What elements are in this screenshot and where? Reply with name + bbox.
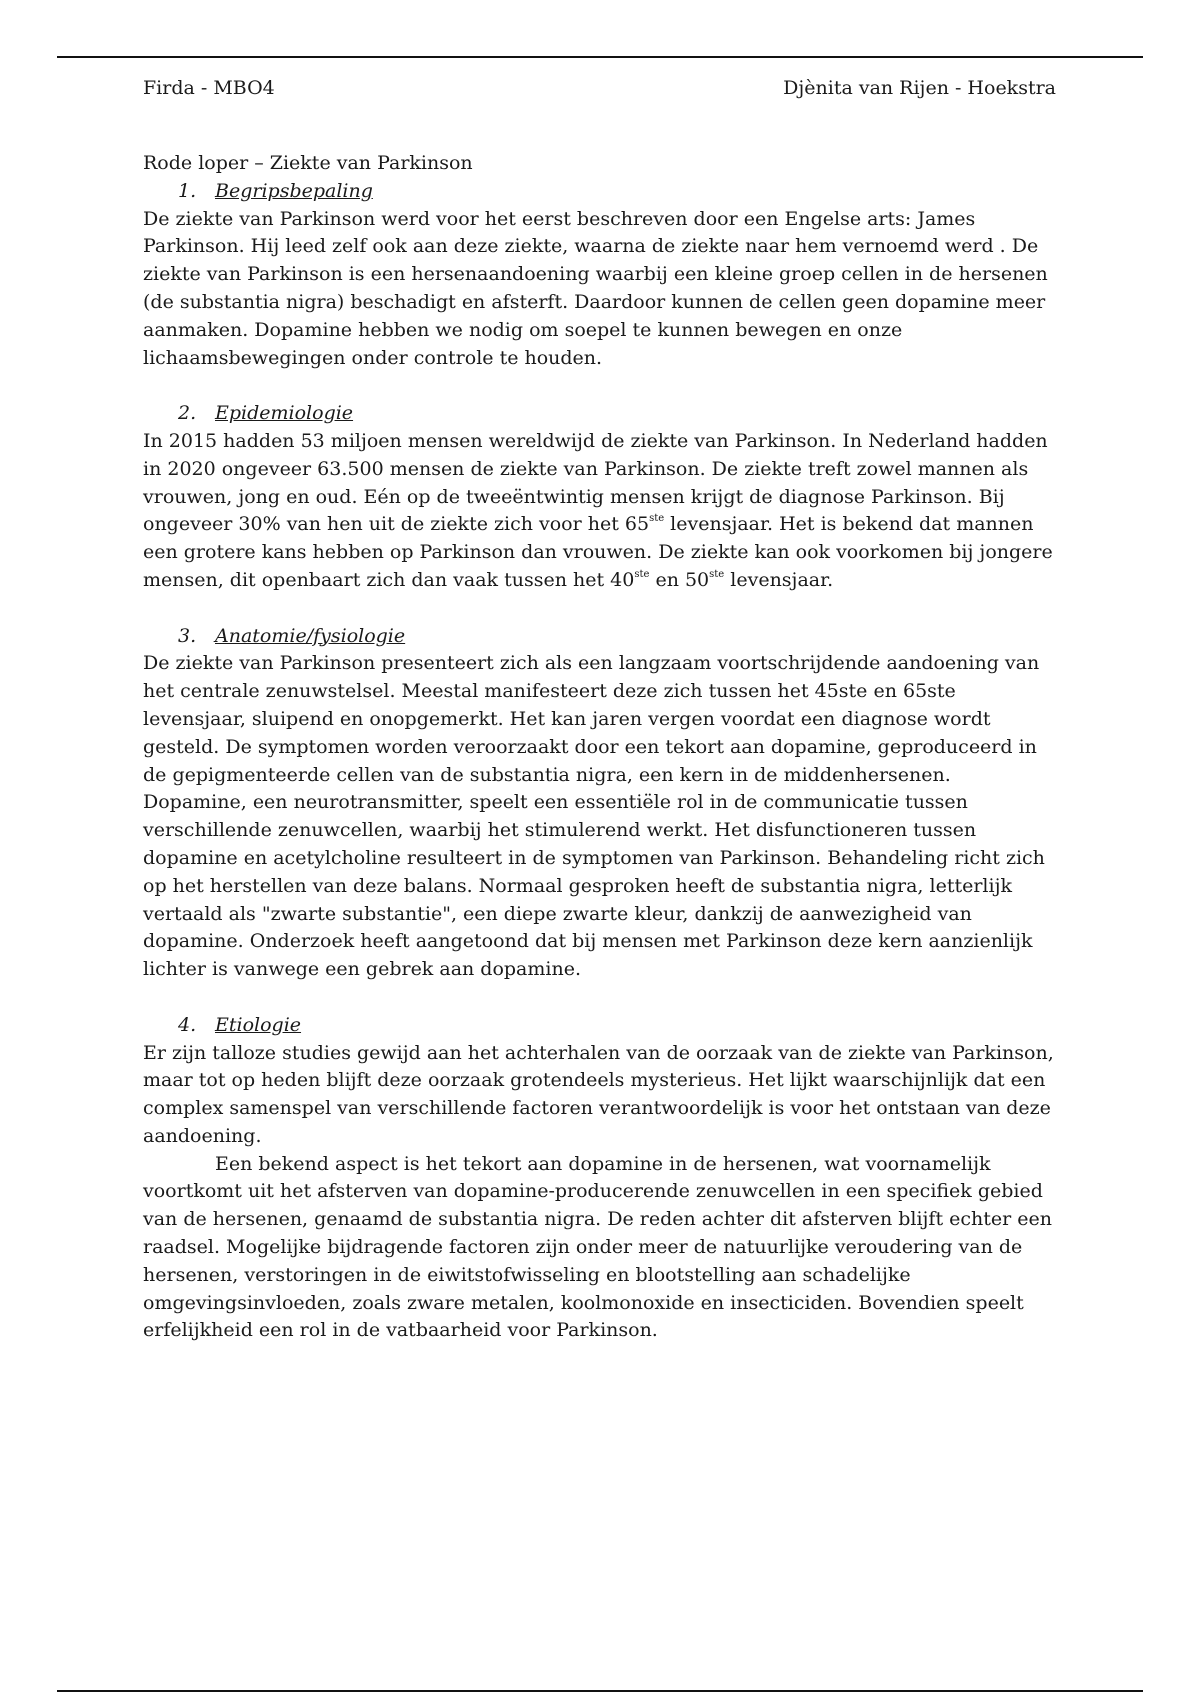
section-heading — [143, 623, 1056, 651]
section-title: Etiologie — [215, 1013, 302, 1036]
section-anatomie-fysiologie — [143, 623, 1056, 984]
paragraph-text: In 2015 hadden 53 miljoen mensen wereldwijd de ziekte van Parkinson. In Nederland hadden in 2020 ongeveer 63.500 mensen de ziekte van Parkinson. De ziekte treft zowel mannen als vrouwen, jong en oud. Eén op de tweeëntwintig mensen krijgt de diagnose Parkinson. Bij ongeveer 30% van hen uit de ziekte zich voor het 65 — [143, 429, 1048, 536]
header-rule — [57, 56, 1143, 58]
section-number: 3. — [178, 624, 197, 647]
section-heading — [143, 400, 1056, 428]
paragraph: De ziekte van Parkinson presenteert zich als een langzaam voortschrijdende aandoening van het centrale zenuwstelsel. Meestal manifesteert deze zich tussen het 45ste en 65ste levensjaar, sluipend en onopgemerkt. Het kan jaren vergen voordat een diagnose wordt gesteld. De symptomen worden veroorzaakt door een tekort aan dopamine, geproduceerd in de gepigmenteerde cellen van de substantia nigra, een kern in de middenhersenen. Dopamine, een neurotransmitter, speelt een essentiële rol in de communicatie tussen verschillende zenuwcellen, waarbij het stimulerend werkt. Het disfunctioneren tussen dopamine en acetylcholine resulteert in de symptomen van Parkinson. Behandeling richt zich op het herstellen van deze balans. Normaal gesproken heeft de substantia nigra, letterlijk vertaald als "zwarte substantie", een diepe zwarte kleur, dankzij de aanwezigheid van dopamine. Onderzoek heeft aangetoond dat bij mensen met Parkinson deze kern aanzienlijk lichter is vanwege een gebrek aan dopamine. — [143, 652, 1045, 981]
document-body — [143, 150, 1056, 1373]
header-left-text: Firda - MBO4 — [143, 77, 275, 99]
section-heading — [143, 178, 1056, 206]
section-number: 1. — [178, 179, 197, 202]
section-heading — [143, 1012, 1056, 1040]
paragraph-text: levensjaar. — [724, 568, 834, 591]
section-begripsbepaling — [143, 178, 1056, 373]
paragraph — [143, 428, 1056, 595]
paragraph-text: en 50 — [649, 568, 710, 591]
paragraph-text: levensjaar. Het is bekend dat mannen een grotere kans hebben op Parkinson dan vrouwen. De ziekte kan ook voorkomen bij jongere mensen, dit openbaart zich dan vaak tussen het 40 — [143, 513, 1053, 591]
section-number: 2. — [178, 402, 197, 425]
section-etiologie — [143, 1012, 1056, 1346]
paragraph: De ziekte van Parkinson werd voor het eerst beschreven door een Engelse arts: James Parkinson. Hij leed zelf ook aan deze ziekte, waarna de ziekte naar hem vernoemd werd . De ziekte van Parkinson is een hersenaandoening waarbij een kleine groep cellen in de hersenen (de substantia nigra) beschadigt en afsterft. Daardoor kunnen de cellen geen dopamine meer aanmaken. Dopamine hebben we nodig om soepel te kunnen bewegen en onze lichaamsbewegingen onder controle te houden. — [143, 207, 1048, 369]
ordinal-suffix: ste — [649, 513, 665, 525]
section-epidemiologie — [143, 400, 1056, 595]
paragraph: Er zijn talloze studies gewijd aan het achterhalen van de oorzaak van de ziekte van Parkinson, maar tot op heden blijft deze oorzaak grotendeels mysterieus. Het lijkt waarschijnlijk dat een complex samenspel van verschillende factoren verantwoordelijk is voor het ontstaan van deze aandoening. — [143, 1041, 1054, 1147]
ordinal-suffix: ste — [709, 568, 725, 580]
section-title: Epidemiologie — [215, 402, 354, 425]
footer-rule — [57, 1690, 1143, 1692]
ordinal-suffix: ste — [634, 568, 650, 580]
paragraph: Een bekend aspect is het tekort aan dopamine in de hersenen, wat voornamelijk voortkomt uit het afsterven van dopamine-producerende zenuwcellen in een specifiek gebied van de hersenen, genaamd de substantia nigra. De reden achter dit afsterven blijft echter een raadsel. Mogelijke bijdragende factoren zijn onder meer de natuurlijke veroudering van de hersenen, verstoringen in de eiwitstofwisseling en blootstelling aan schadelijke omgevingsinvloeden, zoals zware metalen, koolmonoxide en insecticiden. Bovendien speelt erfelijkheid een rol in de vatbaarheid voor Parkinson. — [143, 1152, 1052, 1342]
section-number: 4. — [178, 1013, 197, 1036]
section-title: Begripsbepaling — [215, 179, 373, 202]
document-title: Rode loper – Ziekte van Parkinson — [143, 152, 473, 174]
page-header — [143, 74, 1056, 102]
section-title: Anatomie/fysiologie — [215, 624, 406, 647]
header-right-text: Djènita van Rijen - Hoekstra — [783, 77, 1056, 99]
